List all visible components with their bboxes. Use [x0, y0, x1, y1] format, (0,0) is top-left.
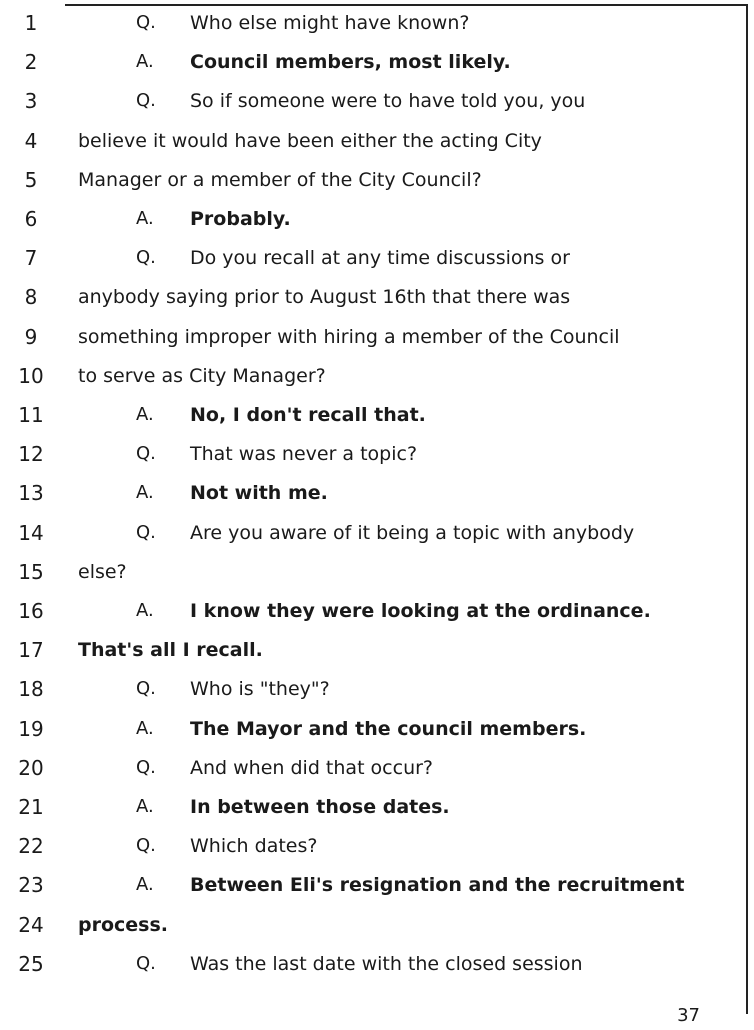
transcript-line	[0, 322, 754, 352]
line-number: 12	[18, 442, 44, 467]
answer-text: Council members, most likely.	[190, 51, 511, 74]
transcript-line	[0, 792, 754, 822]
transcript-line	[0, 204, 754, 234]
answer-text: In between those dates.	[190, 796, 450, 818]
line-number: 2	[24, 50, 38, 75]
transcript-line	[0, 8, 754, 38]
line-number: 19	[18, 716, 44, 741]
question-text: Do you recall at any time discussions or	[190, 247, 570, 270]
transcript-line	[0, 165, 754, 195]
transcript-line	[0, 949, 754, 979]
question-text: Manager or a member of the City Council?	[78, 168, 482, 191]
speaker-label: Q.	[136, 90, 156, 112]
speaker-label: A.	[136, 874, 154, 896]
speaker-label: Q.	[136, 443, 156, 465]
transcript-line	[0, 400, 754, 430]
question-text: Are you aware of it being a topic with anybody	[190, 521, 635, 544]
page-number: 37	[677, 1005, 700, 1026]
speaker-label: A.	[136, 404, 154, 425]
transcript-line	[0, 282, 754, 312]
answer-text: That's all I recall.	[78, 639, 263, 662]
transcript-line	[0, 596, 754, 626]
transcript-line	[0, 635, 754, 665]
question-text: Who else might have known?	[190, 12, 470, 34]
answer-text: Not with me.	[190, 482, 328, 505]
line-number: 4	[24, 128, 38, 153]
speaker-label: A.	[136, 482, 154, 504]
line-number: 20	[18, 755, 44, 780]
transcript-line	[0, 753, 754, 783]
line-number: 21	[18, 795, 44, 819]
line-number: 22	[18, 834, 44, 859]
answer-text: The Mayor and the council members.	[190, 717, 587, 740]
transcript-line	[0, 243, 754, 273]
transcript-line	[0, 478, 754, 508]
speaker-label: Q.	[136, 835, 156, 857]
question-text: else?	[78, 560, 127, 583]
line-number: 7	[24, 246, 38, 271]
question-text: to serve as City Manager?	[78, 364, 326, 387]
line-number: 18	[18, 677, 44, 702]
speaker-label: Q.	[136, 678, 156, 700]
transcript-line	[0, 557, 754, 587]
speaker-label: Q.	[136, 521, 156, 543]
question-text: believe it would have been either the acting City	[78, 129, 542, 152]
question-text: Who is "they"?	[190, 678, 330, 701]
transcript-line	[0, 361, 754, 391]
line-number: 10	[18, 363, 44, 388]
line-number: 1	[24, 11, 38, 35]
speaker-label: Q.	[136, 952, 156, 974]
speaker-label: A.	[136, 796, 154, 817]
speaker-label: A.	[136, 208, 154, 229]
question-text: So if someone were to have told you, you	[190, 90, 586, 113]
speaker-label: Q.	[136, 12, 156, 33]
line-number: 17	[18, 638, 44, 663]
question-text: That was never a topic?	[190, 443, 418, 466]
transcript-line	[0, 674, 754, 704]
line-number: 5	[24, 167, 38, 192]
line-number: 8	[24, 285, 38, 310]
line-number: 11	[18, 403, 44, 427]
line-number: 15	[18, 559, 44, 584]
question-text: Was the last date with the closed session	[190, 952, 583, 975]
answer-text: I know they were looking at the ordinance.	[190, 600, 651, 622]
line-number: 24	[18, 912, 44, 937]
question-text: anybody saying prior to August 16th that there was	[78, 286, 571, 309]
transcript-line	[0, 714, 754, 744]
question-text: And when did that occur?	[190, 756, 434, 779]
question-text: Which dates?	[190, 835, 318, 858]
line-number: 6	[24, 207, 38, 231]
speaker-label: A.	[136, 51, 154, 73]
answer-text: No, I don't recall that.	[190, 404, 426, 426]
answer-text: process.	[78, 913, 169, 936]
transcript-line	[0, 870, 754, 900]
speaker-label: A.	[136, 600, 154, 621]
transcript-line	[0, 518, 754, 548]
question-text: something improper with hiring a member of the Council	[78, 325, 620, 348]
transcript-line	[0, 126, 754, 156]
line-number: 9	[24, 324, 38, 349]
line-number: 14	[18, 520, 44, 545]
line-number: 16	[18, 599, 44, 623]
transcript-line	[0, 47, 754, 77]
answer-text: Probably.	[190, 208, 291, 230]
line-number: 23	[18, 873, 44, 898]
speaker-label: A.	[136, 717, 154, 739]
speaker-label: Q.	[136, 756, 156, 778]
transcript-line	[0, 86, 754, 116]
transcript-line	[0, 910, 754, 940]
speaker-label: Q.	[136, 247, 156, 269]
line-number: 3	[24, 89, 38, 114]
answer-text: Between Eli's resignation and the recruitment	[190, 874, 685, 897]
transcript-line	[0, 831, 754, 861]
line-number: 13	[18, 481, 44, 506]
line-number: 25	[18, 951, 44, 976]
transcript-line	[0, 439, 754, 469]
